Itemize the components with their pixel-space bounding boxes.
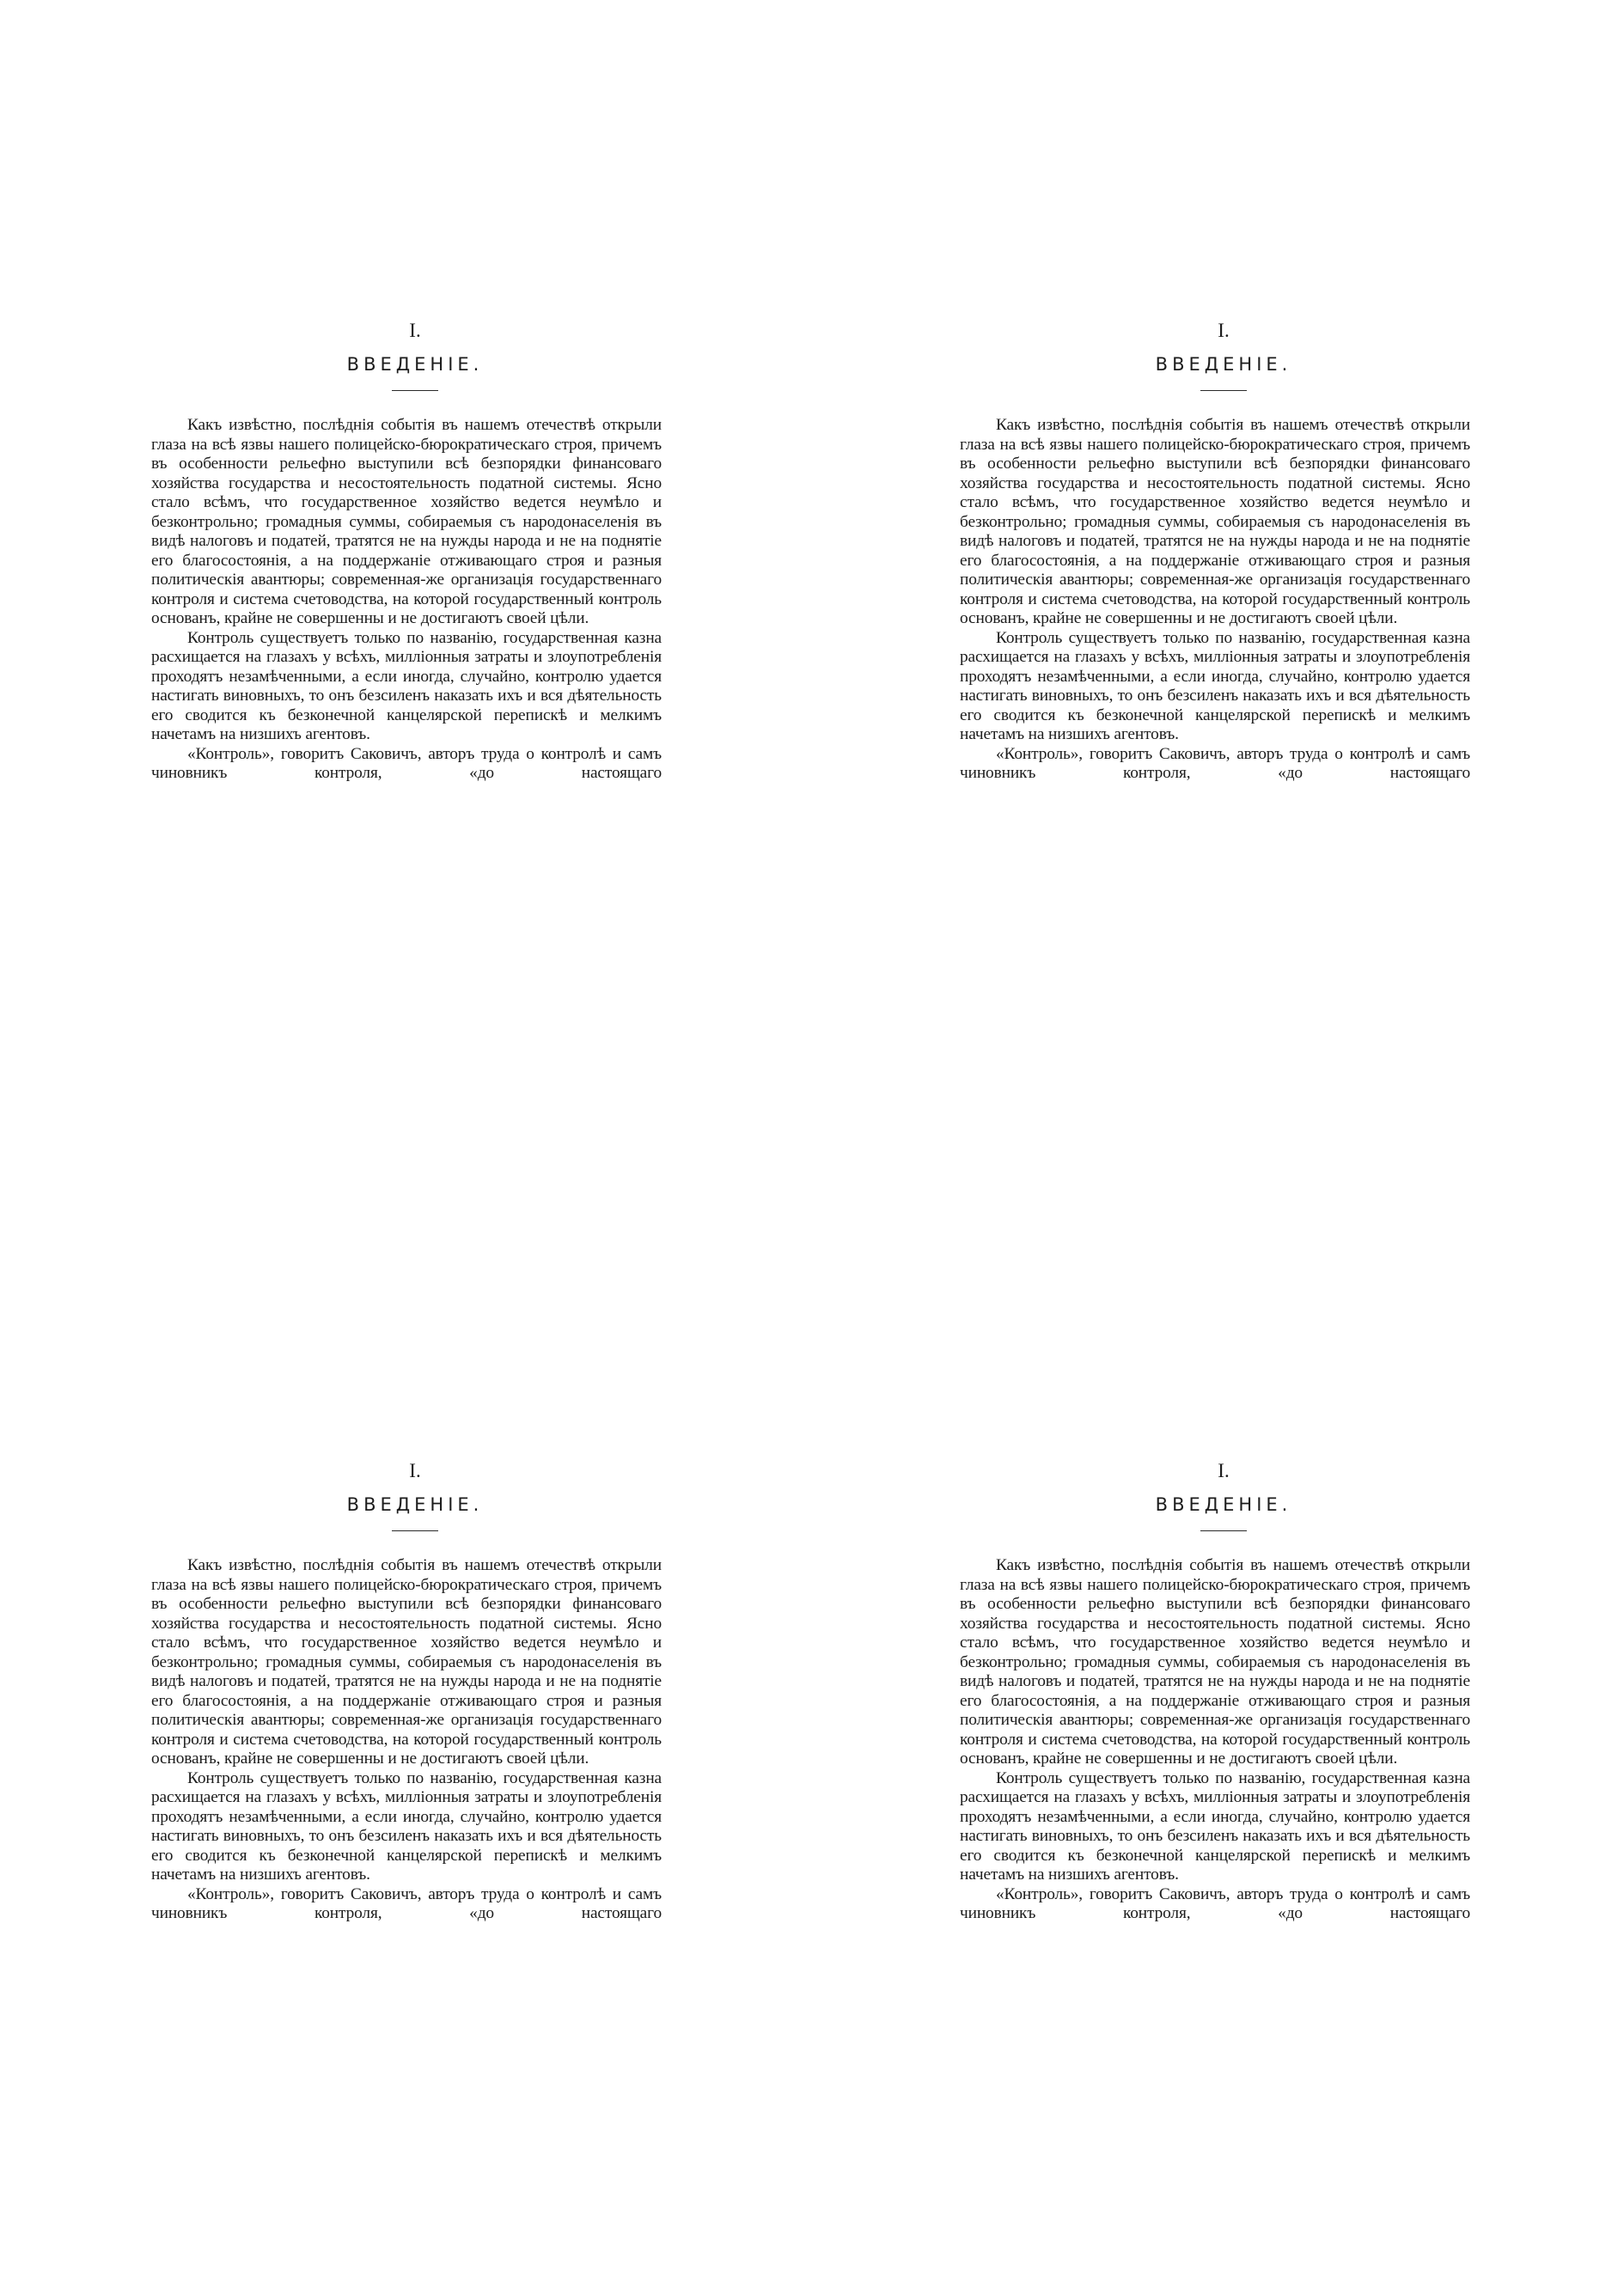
page-top-right xyxy=(960,320,1470,784)
paragraph-3: «Контроль», говоритъ Саковичъ, авторъ труда о контролѣ и самъ чиновникъ контроля, «до настоящаго xyxy=(151,744,662,782)
paragraph-2: Контроль существуетъ только по названію, государственная казна расхищается на глазахъ у всѣхъ, милліонныя затраты и злоупотребленія проходятъ незамѣченными, а если иногда, случайно, контролю удается настигать виновныхъ, то онъ безсиленъ наказать ихъ и вся дѣятельность его сводится къ безконечной канцелярской перепискѣ и мелкимъ начетамъ на низшихъ агентовъ. xyxy=(960,1768,1470,1884)
title-rule xyxy=(392,1530,438,1531)
chapter-title: ВВЕДЕНІЕ. xyxy=(1155,354,1292,375)
page-top-left xyxy=(151,320,662,784)
paragraph-3: «Контроль», говоритъ Саковичъ, авторъ труда о контролѣ и самъ чиновникъ контроля, «до настоящаго xyxy=(960,1884,1470,1922)
paragraph-2: Контроль существуетъ только по названію, государственная казна расхищается на глазахъ у всѣхъ, милліонныя затраты и злоупотребленія проходятъ незамѣченными, а если иногда, случайно, контролю удается настигать виновныхъ, то онъ безсиленъ наказать ихъ и вся дѣятельность его сводится къ безконечной канцелярской перепискѣ и мелкимъ начетамъ на низшихъ агентовъ. xyxy=(151,628,662,743)
chapter-title: ВВЕДЕНІЕ. xyxy=(346,1494,484,1515)
body-text xyxy=(960,1556,1470,1924)
paragraph-1: Какъ извѣстно, послѣднія событія въ нашемъ отечествѣ открыли глаза на всѣ язвы нашего полицейско-бюрократическаго строя, причемъ въ особенности рельефно выступили всѣ безпорядки финансоваго хозяйства государства и несостоятельность податной системы. Ясно стало всѣмъ, что государственное хозяйство ведется неумѣло и безконтрольно; громадныя суммы, собираемыя съ народонаселенія въ видѣ налоговъ и податей, тратятся не на нужды народа и не на поднятіе его благосостоянія, а на поддержаніе отживающаго строя и разныя политическія авантюры; современная-же организація государственнаго контроля и система счетоводства, на которой государственный контроль основанъ, крайне не совершенны и не достигаютъ своей цѣли. xyxy=(151,1556,662,1768)
chapter-number: I. xyxy=(409,320,421,341)
body-text xyxy=(151,416,662,784)
paragraph-3: «Контроль», говоритъ Саковичъ, авторъ труда о контролѣ и самъ чиновникъ контроля, «до настоящаго xyxy=(960,744,1470,782)
page-bottom-left xyxy=(151,1460,662,1924)
title-rule xyxy=(1200,1530,1247,1531)
page-bottom-right xyxy=(960,1460,1470,1924)
title-rule xyxy=(392,390,438,391)
chapter-number: I. xyxy=(1218,320,1230,341)
paragraph-1: Какъ извѣстно, послѣднія событія въ нашемъ отечествѣ открыли глаза на всѣ язвы нашего полицейско-бюрократическаго строя, причемъ въ особенности рельефно выступили всѣ безпорядки финансоваго хозяйства государства и несостоятельность податной системы. Ясно стало всѣмъ, что государственное хозяйство ведется неумѣло и безконтрольно; громадныя суммы, собираемыя съ народонаселенія въ видѣ налоговъ и податей, тратятся не на нужды народа и не на поднятіе его благосостоянія, а на поддержаніе отживающаго строя и разныя политическія авантюры; современная-же организація государственнаго контроля и система счетоводства, на которой государственный контроль основанъ, крайне не совершенны и не достигаютъ своей цѣли. xyxy=(960,416,1470,627)
body-text xyxy=(151,1556,662,1924)
chapter-title: ВВЕДЕНІЕ. xyxy=(346,354,484,375)
chapter-number: I. xyxy=(409,1460,421,1481)
chapter-number: I. xyxy=(1218,1460,1230,1481)
title-rule xyxy=(1200,390,1247,391)
paragraph-1: Какъ извѣстно, послѣднія событія въ нашемъ отечествѣ открыли глаза на всѣ язвы нашего полицейско-бюрократическаго строя, причемъ въ особенности рельефно выступили всѣ безпорядки финансоваго хозяйства государства и несостоятельность податной системы. Ясно стало всѣмъ, что государственное хозяйство ведется неумѣло и безконтрольно; громадныя суммы, собираемыя съ народонаселенія въ видѣ налоговъ и податей, тратятся не на нужды народа и не на поднятіе его благосостоянія, а на поддержаніе отживающаго строя и разныя политическія авантюры; современная-же организація государственнаго контроля и система счетоводства, на которой государственный контроль основанъ, крайне не совершенны и не достигаютъ своей цѣли. xyxy=(960,1556,1470,1768)
chapter-title: ВВЕДЕНІЕ. xyxy=(1155,1494,1292,1515)
paragraph-3: «Контроль», говоритъ Саковичъ, авторъ труда о контролѣ и самъ чиновникъ контроля, «до настоящаго xyxy=(151,1884,662,1922)
paragraph-2: Контроль существуетъ только по названію, государственная казна расхищается на глазахъ у всѣхъ, милліонныя затраты и злоупотребленія проходятъ незамѣченными, а если иногда, случайно, контролю удается настигать виновныхъ, то онъ безсиленъ наказать ихъ и вся дѣятельность его сводится къ безконечной канцелярской перепискѣ и мелкимъ начетамъ на низшихъ агентовъ. xyxy=(960,628,1470,743)
body-text xyxy=(960,416,1470,784)
paragraph-1: Какъ извѣстно, послѣднія событія въ нашемъ отечествѣ открыли глаза на всѣ язвы нашего полицейско-бюрократическаго строя, причемъ въ особенности рельефно выступили всѣ безпорядки финансоваго хозяйства государства и несостоятельность податной системы. Ясно стало всѣмъ, что государственное хозяйство ведется неумѣло и безконтрольно; громадныя суммы, собираемыя съ народонаселенія въ видѣ налоговъ и податей, тратятся не на нужды народа и не на поднятіе его благосостоянія, а на поддержаніе отживающаго строя и разныя политическія авантюры; современная-же организація государственнаго контроля и система счетоводства, на которой государственный контроль основанъ, крайне не совершенны и не достигаютъ своей цѣли. xyxy=(151,416,662,627)
paragraph-2: Контроль существуетъ только по названію, государственная казна расхищается на глазахъ у всѣхъ, милліонныя затраты и злоупотребленія проходятъ незамѣченными, а если иногда, случайно, контролю удается настигать виновныхъ, то онъ безсиленъ наказать ихъ и вся дѣятельность его сводится къ безконечной канцелярской перепискѣ и мелкимъ начетамъ на низшихъ агентовъ. xyxy=(151,1768,662,1884)
